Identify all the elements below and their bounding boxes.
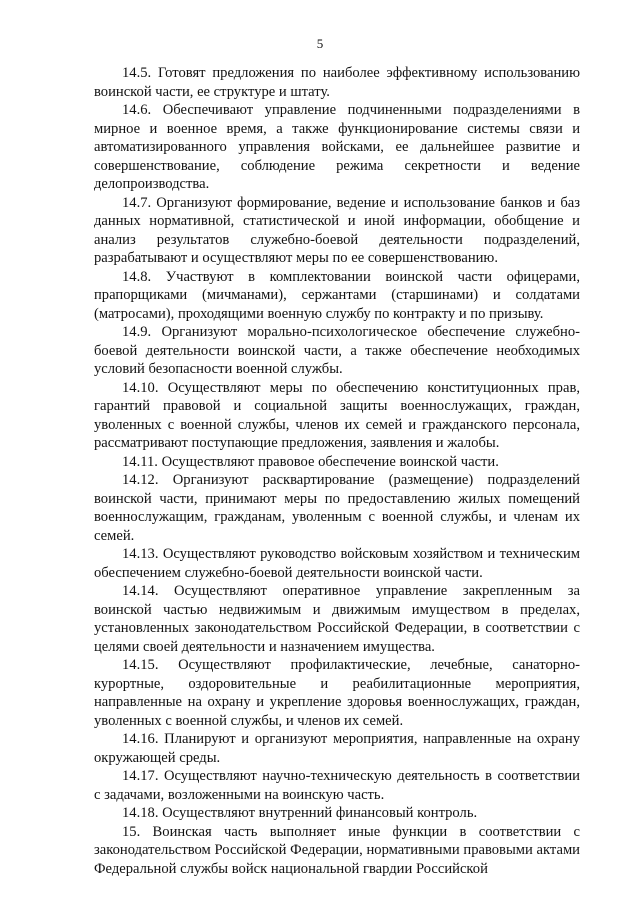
paragraph-14-11: 14.11. Осуществляют правовое обеспечение воинской части. — [122, 453, 499, 470]
paragraph-14-10: 14.10. Осуществляют меры по обеспечению конституционных прав, гарантий правовой и социальной защиты военнослужащих, граждан, уволенных с военной службы, членов их семей и гражданского персонала, рассматривают поступающие предложения, заявления и жалобы. — [94, 379, 580, 451]
paragraph-14-15: 14.15. Осуществляют профилактические, лечебные, санаторно-курортные, оздоровительные и реабилитационные мероприятия, направленные на охрану и укрепление здоровья военнослужащих, граждан, уволенных с военной службы, и членов их семей. — [94, 657, 580, 729]
paragraph-14-13: 14.13. Осуществляют руководство войсковым хозяйством и техническим обеспечением служебно-боевой деятельности воинской части. — [94, 546, 580, 581]
paragraph-14-14: 14.14. Осуществляют оперативное управление закрепленным за воинской частью недвижимым и движимым имуществом в пределах, установленных законодательством Российской Федерации, в соответствии с целями своей деятельности и назначением имущества. — [94, 583, 580, 655]
paragraph-14-9: 14.9. Организуют морально-психологическое обеспечение служебно-боевой деятельности воинской части, а также обеспечение необходимых условий безопасности военной службы. — [94, 324, 580, 377]
page-number: 5 — [316, 36, 324, 51]
paragraph-14-8: 14.8. Участвуют в комплектовании воинской части офицерами, прапорщиками (мичманами), сержантами (старшинами) и солдатами (матросами), проходящими военную службу по контракту и по призыву. — [94, 268, 580, 322]
paragraph-14-18: 14.18. Осуществляют внутренний финансовый контроль. — [122, 805, 478, 821]
paragraph-14-16: 14.16. Планируют и организуют мероприятия, направленные на охрану окружающей среды. — [94, 731, 580, 766]
paragraph-15: 15. Воинская часть выполняет иные функции в соответствии с законодательством Российской Федерации, нормативными правовыми актами Федеральной службы войск национальной гвардии Российской — [94, 823, 580, 877]
document-body — [94, 64, 580, 878]
paragraph-14-6: 14.6. Обеспечивают управление подчиненными подразделениями в мирное и военное время, а также функционирование системы связи и автоматизированного управления войсками, ее дальнейшее развитие и совершенствование, соблюдение режима секретности и ведение делопроизводства. — [94, 102, 580, 192]
paragraph-14-7: 14.7. Организуют формирование, ведение и использование банков и баз данных нормативной, статистической и иной информации, обобщение и анализ результатов служебно-боевой деятельности подразделений, разрабатывают и осуществляют меры по ее совершенствованию. — [94, 194, 580, 266]
paragraph-14-5: 14.5. Готовят предложения по наиболее эффективному использованию воинской части, ее структуре и штату. — [94, 65, 580, 100]
paragraph-14-17: 14.17. Осуществляют научно-техническую деятельность в соответствии с задачами, возложенными на воинскую часть. — [94, 768, 580, 803]
paragraph-14-12: 14.12. Организуют расквартирование (размещение) подразделений воинской части, принимают меры по предоставлению жилых помещений военнослужащим, гражданам, уволенным с военной службы, и членам их семей. — [94, 472, 580, 544]
